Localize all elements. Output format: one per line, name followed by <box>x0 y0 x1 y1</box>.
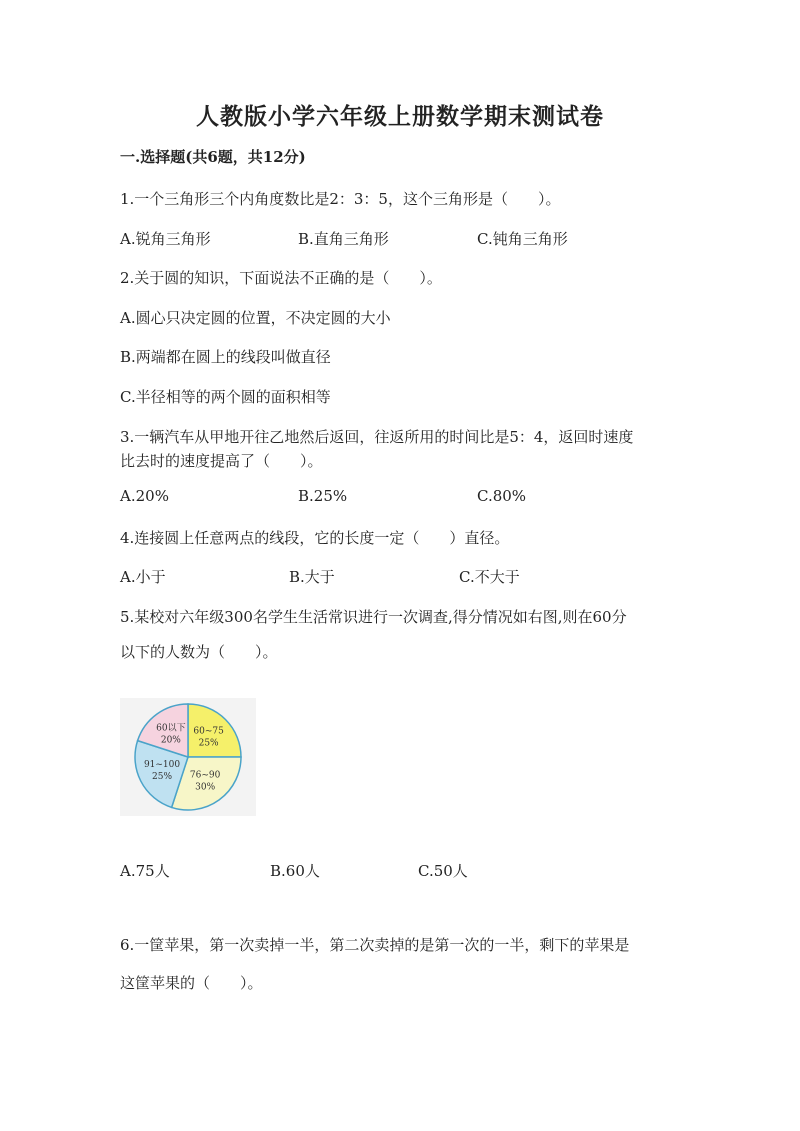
q5-option-c: C.50人 <box>418 862 468 880</box>
question-5-line1: 5.某校对六年级300名学生生活常识进行一次调查,得分情况如右图,则在60分 <box>120 608 627 626</box>
question-6-line2: 这筐苹果的（ ）。 <box>120 974 263 992</box>
q3-option-b: B.25% <box>298 487 348 505</box>
pie-label-3: 91~100 <box>143 760 181 771</box>
pie-percent-3: 25% <box>152 772 173 783</box>
q1-option-c: C.钝角三角形 <box>477 230 568 248</box>
q3-option-a: A.20% <box>120 487 169 505</box>
q3-option-c: C.80% <box>477 487 527 505</box>
question-5-line2: 以下的人数为（ ）。 <box>120 643 278 661</box>
question-3-line2: 比去时的速度提高了（ ）。 <box>120 452 323 470</box>
pie-percent-0: 20% <box>160 735 181 746</box>
question-2: 2.关于圆的知识，下面说法不正确的是（ ）。 <box>120 269 442 287</box>
q1-option-a: A.锐角三角形 <box>120 230 211 248</box>
pie-label-0: 60以下 <box>156 723 186 734</box>
pie-percent-2: 30% <box>195 782 216 793</box>
q4-option-c: C.不大于 <box>459 568 520 586</box>
score-pie-chart <box>120 698 256 816</box>
pie-label-1: 60~75 <box>193 726 224 737</box>
page-title: 人教版小学六年级上册数学期末测试卷 <box>196 103 604 130</box>
question-4: 4.连接圆上任意两点的线段，它的长度一定（ ）直径。 <box>120 529 510 547</box>
q4-option-a: A.小于 <box>120 568 166 586</box>
pie-label-2: 76~90 <box>189 770 221 781</box>
q5-option-b: B.60人 <box>270 862 320 880</box>
q1-option-b: B.直角三角形 <box>298 230 389 248</box>
q5-option-a: A.75人 <box>120 862 170 880</box>
q4-option-b: B.大于 <box>289 568 335 586</box>
section-heading: 一.选择题(共6题，共12分) <box>120 148 306 166</box>
question-1: 1.一个三角形三个内角度数比是2：3：5，这个三角形是（ ）。 <box>120 190 561 208</box>
q2-option-a: A.圆心只决定圆的位置，不决定圆的大小 <box>120 309 391 327</box>
question-6-line1: 6.一筐苹果，第一次卖掉一半，第二次卖掉的是第一次的一半，剩下的苹果是 <box>120 936 630 954</box>
pie-percent-1: 25% <box>198 738 219 749</box>
q2-option-c: C.半径相等的两个圆的面积相等 <box>120 388 331 406</box>
q2-option-b: B.两端都在圆上的线段叫做直径 <box>120 348 331 366</box>
question-3-line1: 3.一辆汽车从甲地开往乙地然后返回，往返所用的时间比是5：4，返回时速度 <box>120 428 634 446</box>
